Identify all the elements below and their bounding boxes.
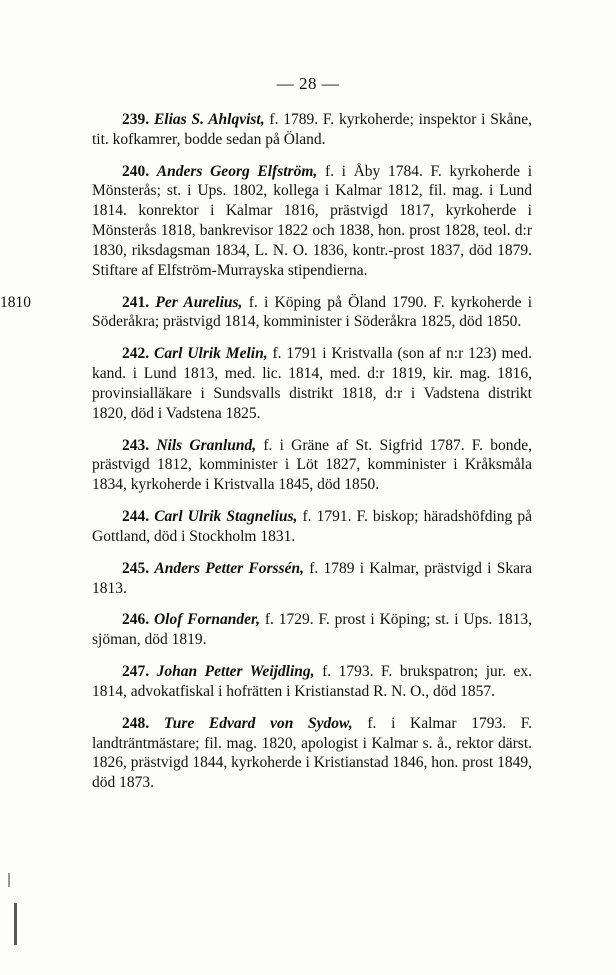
scan-edge-mark bbox=[14, 903, 17, 945]
entry-247 bbox=[92, 662, 532, 702]
entry-245 bbox=[92, 559, 532, 599]
entry-name: Per Aurelius, bbox=[155, 293, 243, 311]
entry-name: Ture Edvard von Sydow, bbox=[163, 714, 353, 732]
entry-text: f. 1793. F. brukspatron; jur. ex. 1814, advokatfiskal i hofrätten i Kristianstad R. N. O., död 1857. bbox=[92, 663, 532, 700]
entry-239 bbox=[92, 110, 532, 150]
entry-number: 247. bbox=[122, 663, 150, 681]
entry-text: f. 1789 i Kalmar, prästvigd i Skara 1813. bbox=[92, 559, 533, 597]
entry-242 bbox=[92, 344, 532, 423]
page-number: — 28 — bbox=[276, 74, 340, 93]
entry-text: f. 1791 i Kristvalla (son af n:r 123) med. kand. i Lund 1813, med. lic. 1814, med. d:r 1819, kir. mag. 1816, provinsialläkare i Sundsvalls distrikt 1818, d:r i Vadstena distrikt 1820, död i Vadstena 1825. bbox=[92, 345, 532, 422]
scan-edge-mark-secondary bbox=[8, 873, 10, 887]
entry-number: 244. bbox=[122, 508, 150, 526]
entry-number: 240. bbox=[122, 162, 150, 180]
entry-number: 241. bbox=[122, 293, 150, 311]
entry-number: 239. bbox=[122, 111, 150, 128]
entry-240 bbox=[92, 162, 532, 281]
entry-248 bbox=[92, 714, 532, 793]
entry-name: Anders Georg Elfström, bbox=[156, 162, 318, 180]
entry-244 bbox=[92, 507, 532, 547]
entry-number: 245. bbox=[122, 559, 150, 577]
entry-246 bbox=[92, 610, 532, 650]
entry-243 bbox=[92, 436, 532, 495]
entry-name: Carl Ulrik Melin, bbox=[154, 345, 268, 363]
entry-name: Johan Petter Weijdling, bbox=[156, 663, 315, 681]
entry-number: 246. bbox=[122, 611, 150, 629]
entry-text: f. 1729. F. prost i Köping; st. i Ups. 1813, sjöman, död 1819. bbox=[92, 611, 532, 649]
margin-year-1810: 1810 bbox=[0, 293, 31, 311]
entry-name: Nils Granlund, bbox=[156, 436, 257, 454]
entry-text: f. i Kalmar 1793. F. landträntmästare; fil. mag. 1820, apologist i Kalmar s. å., rektor därst. 1826, prästvigd 1844, kyrkoherde i Kristianstad 1846, hon. prost 1849, död 1873. bbox=[92, 714, 533, 792]
entry-text: f. 1791. F. biskop; häradshöfding på Gottland, död i Stockholm 1831. bbox=[92, 508, 532, 545]
entry-text: f. i Gräne af St. Sigfrid 1787. F. bonde, prästvigd 1812, komminister i Löt 1827, komminister i Kråksmåla 1834, kyrkoherde i Kristvalla 1845, död 1850. bbox=[92, 436, 533, 494]
entry-name: Carl Ulrik Stagnelius, bbox=[154, 508, 298, 526]
page-body bbox=[0, 110, 533, 805]
entry-name: Olof Fornander, bbox=[153, 611, 261, 629]
entry-text: f. i Åby 1784. F. kyrkoherde i Mönsterås; st. i Ups. 1802, kollega i Kalmar 1812, fil. mag. i Lund 1814. konrektor i Kalmar 1816, prästvigd 1817, kyrkoherde i Mönsterås 1818, bankrevisor 1822 och 1838, hon. prost 1828, teol. d:r 1830, riksdagsman 1834, L. N. O. 1836, kontr.-prost 1837, död 1879. Stiftare af Elfström-Murrayska stipendierna. bbox=[92, 162, 533, 279]
entry-number: 248. bbox=[122, 714, 150, 732]
entry-text: f. i Köping på Öland 1790. F. kyrkoherde i Söderåkra; prästvigd 1814, komminister i Söderåkra 1825, död 1850. bbox=[92, 293, 533, 331]
entry-number: 243. bbox=[122, 436, 150, 454]
entry-241 bbox=[0, 293, 533, 333]
entry-text: f. 1789. F. kyrkoherde; inspektor i Skåne, tit. kofkamrer, bodde sedan på Öland. bbox=[92, 111, 533, 148]
entry-number: 242. bbox=[122, 345, 150, 363]
entry-name: Elias S. Ahlqvist, bbox=[153, 111, 265, 128]
entry-name: Anders Petter Forssén, bbox=[154, 559, 304, 577]
